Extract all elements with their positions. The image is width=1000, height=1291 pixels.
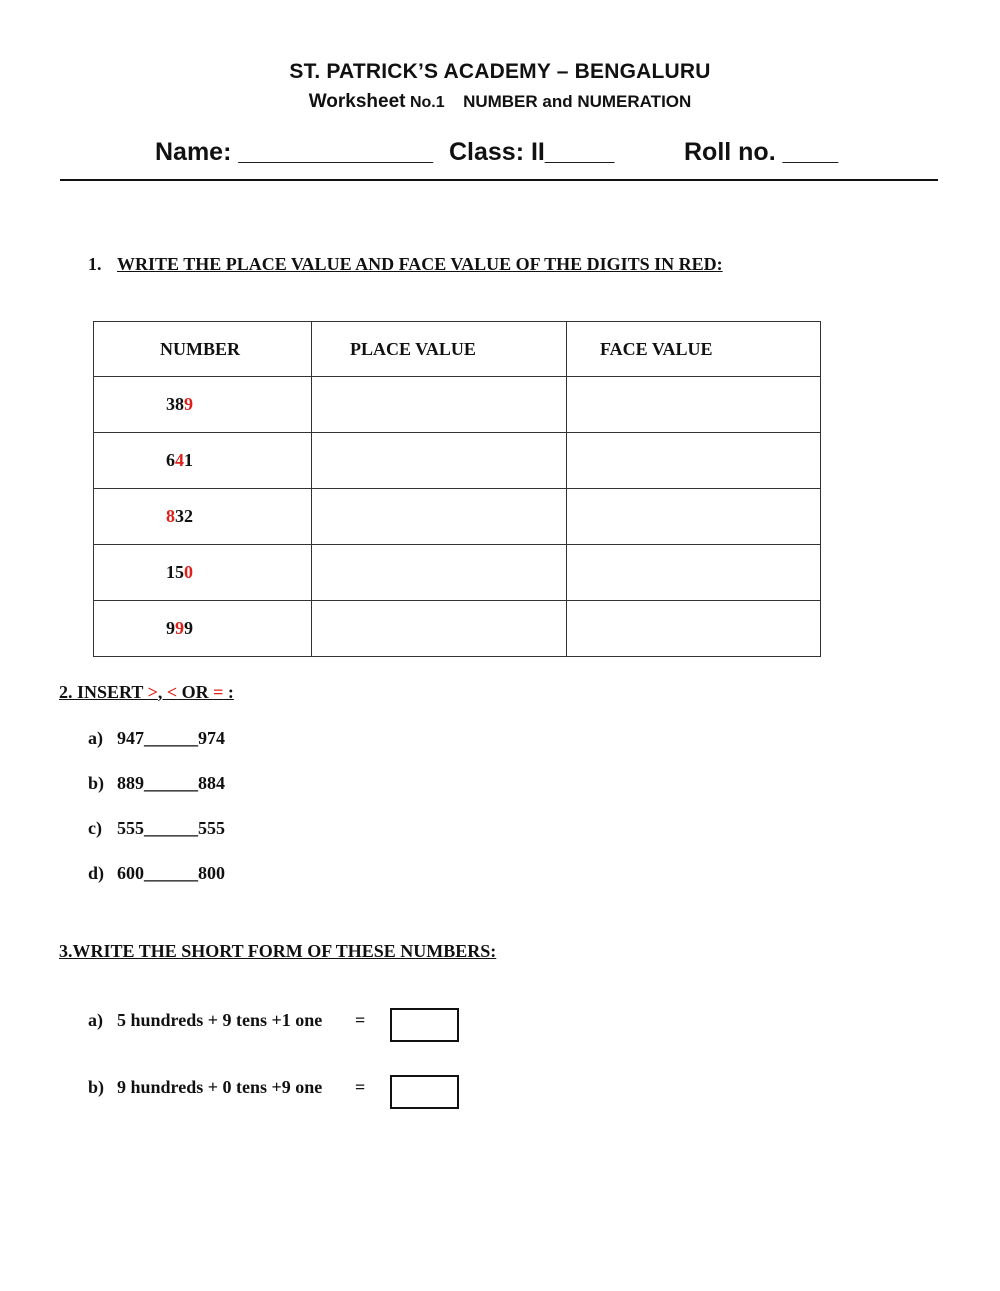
place-value-answer-cell[interactable] (312, 377, 567, 433)
compare-text: 947______974 (117, 728, 225, 748)
face-value-answer-cell[interactable] (567, 545, 821, 601)
face-value-answer-cell[interactable] (567, 601, 821, 657)
item-label: b) (88, 1077, 105, 1097)
number-cell: 832 (94, 489, 312, 545)
less-than-symbol: < (166, 682, 178, 702)
class-field[interactable]: Class: II_____ (449, 138, 615, 166)
short-form-text: 9 hundreds + 0 tens +9 one (117, 1077, 323, 1097)
table-header-row (94, 322, 821, 377)
roll-field[interactable]: Roll no. ____ (684, 138, 839, 166)
compare-item[interactable] (88, 818, 225, 839)
item-label: d) (88, 863, 105, 883)
item-label: c) (88, 818, 102, 838)
column-header-face-value: FACE VALUE (567, 322, 821, 377)
worksheet-subtitle (0, 91, 1000, 113)
greater-than-symbol: > (147, 682, 158, 702)
column-header-number: NUMBER (94, 322, 312, 377)
table-row (94, 545, 821, 601)
face-value-answer-cell[interactable] (567, 433, 821, 489)
red-digit: 4 (175, 450, 184, 470)
question-1-number: 1. (88, 254, 102, 274)
equals-sign: = (355, 1010, 366, 1030)
red-digit: 9 (184, 394, 193, 414)
place-value-answer-cell[interactable] (312, 545, 567, 601)
compare-item[interactable] (88, 773, 225, 794)
compare-text: 555______555 (117, 818, 225, 838)
name-field[interactable]: Name: ______________ (155, 138, 434, 166)
answer-box[interactable] (390, 1075, 459, 1109)
question-2-heading: 2. INSERT >, < OR = : (59, 682, 234, 702)
item-label: a) (88, 728, 103, 748)
worksheet-topic: NUMBER and NUMERATION (463, 92, 692, 111)
table-row (94, 489, 821, 545)
short-form-item (88, 1010, 366, 1031)
short-form-item (88, 1077, 366, 1098)
place-value-answer-cell[interactable] (312, 489, 567, 545)
place-value-table (93, 321, 821, 657)
question-3-heading: 3.WRITE THE SHORT FORM OF THESE NUMBERS: (59, 941, 497, 961)
number-cell: 999 (94, 601, 312, 657)
short-form-text: 5 hundreds + 9 tens +1 one (117, 1010, 323, 1030)
table-row (94, 433, 821, 489)
header-divider (60, 179, 938, 181)
place-value-answer-cell[interactable] (312, 601, 567, 657)
red-digit: 9 (175, 618, 184, 638)
item-label: a) (88, 1010, 103, 1030)
compare-text: 889______884 (117, 773, 225, 793)
face-value-answer-cell[interactable] (567, 377, 821, 433)
face-value-answer-cell[interactable] (567, 489, 821, 545)
number-cell: 389 (94, 377, 312, 433)
red-digit: 8 (166, 506, 175, 526)
place-value-answer-cell[interactable] (312, 433, 567, 489)
compare-text: 600______800 (117, 863, 225, 883)
number-cell: 150 (94, 545, 312, 601)
question-1-title: WRITE THE PLACE VALUE AND FACE VALUE OF THE DIGITS IN RED: (117, 254, 723, 274)
question-1-heading (88, 254, 723, 275)
equals-sign: = (355, 1077, 366, 1097)
worksheet-number: No.1 (409, 94, 445, 111)
answer-box[interactable] (390, 1008, 459, 1042)
table-row (94, 377, 821, 433)
compare-item[interactable] (88, 863, 225, 884)
item-label: b) (88, 773, 105, 793)
school-title: ST. PATRICK’S ACADEMY – BENGALURU (289, 60, 711, 83)
compare-item[interactable] (88, 728, 225, 749)
equals-symbol: = (213, 682, 224, 702)
number-cell: 641 (94, 433, 312, 489)
red-digit: 0 (184, 562, 193, 582)
column-header-place-value: PLACE VALUE (312, 322, 567, 377)
table-row (94, 601, 821, 657)
worksheet-label: Worksheet (308, 91, 406, 112)
